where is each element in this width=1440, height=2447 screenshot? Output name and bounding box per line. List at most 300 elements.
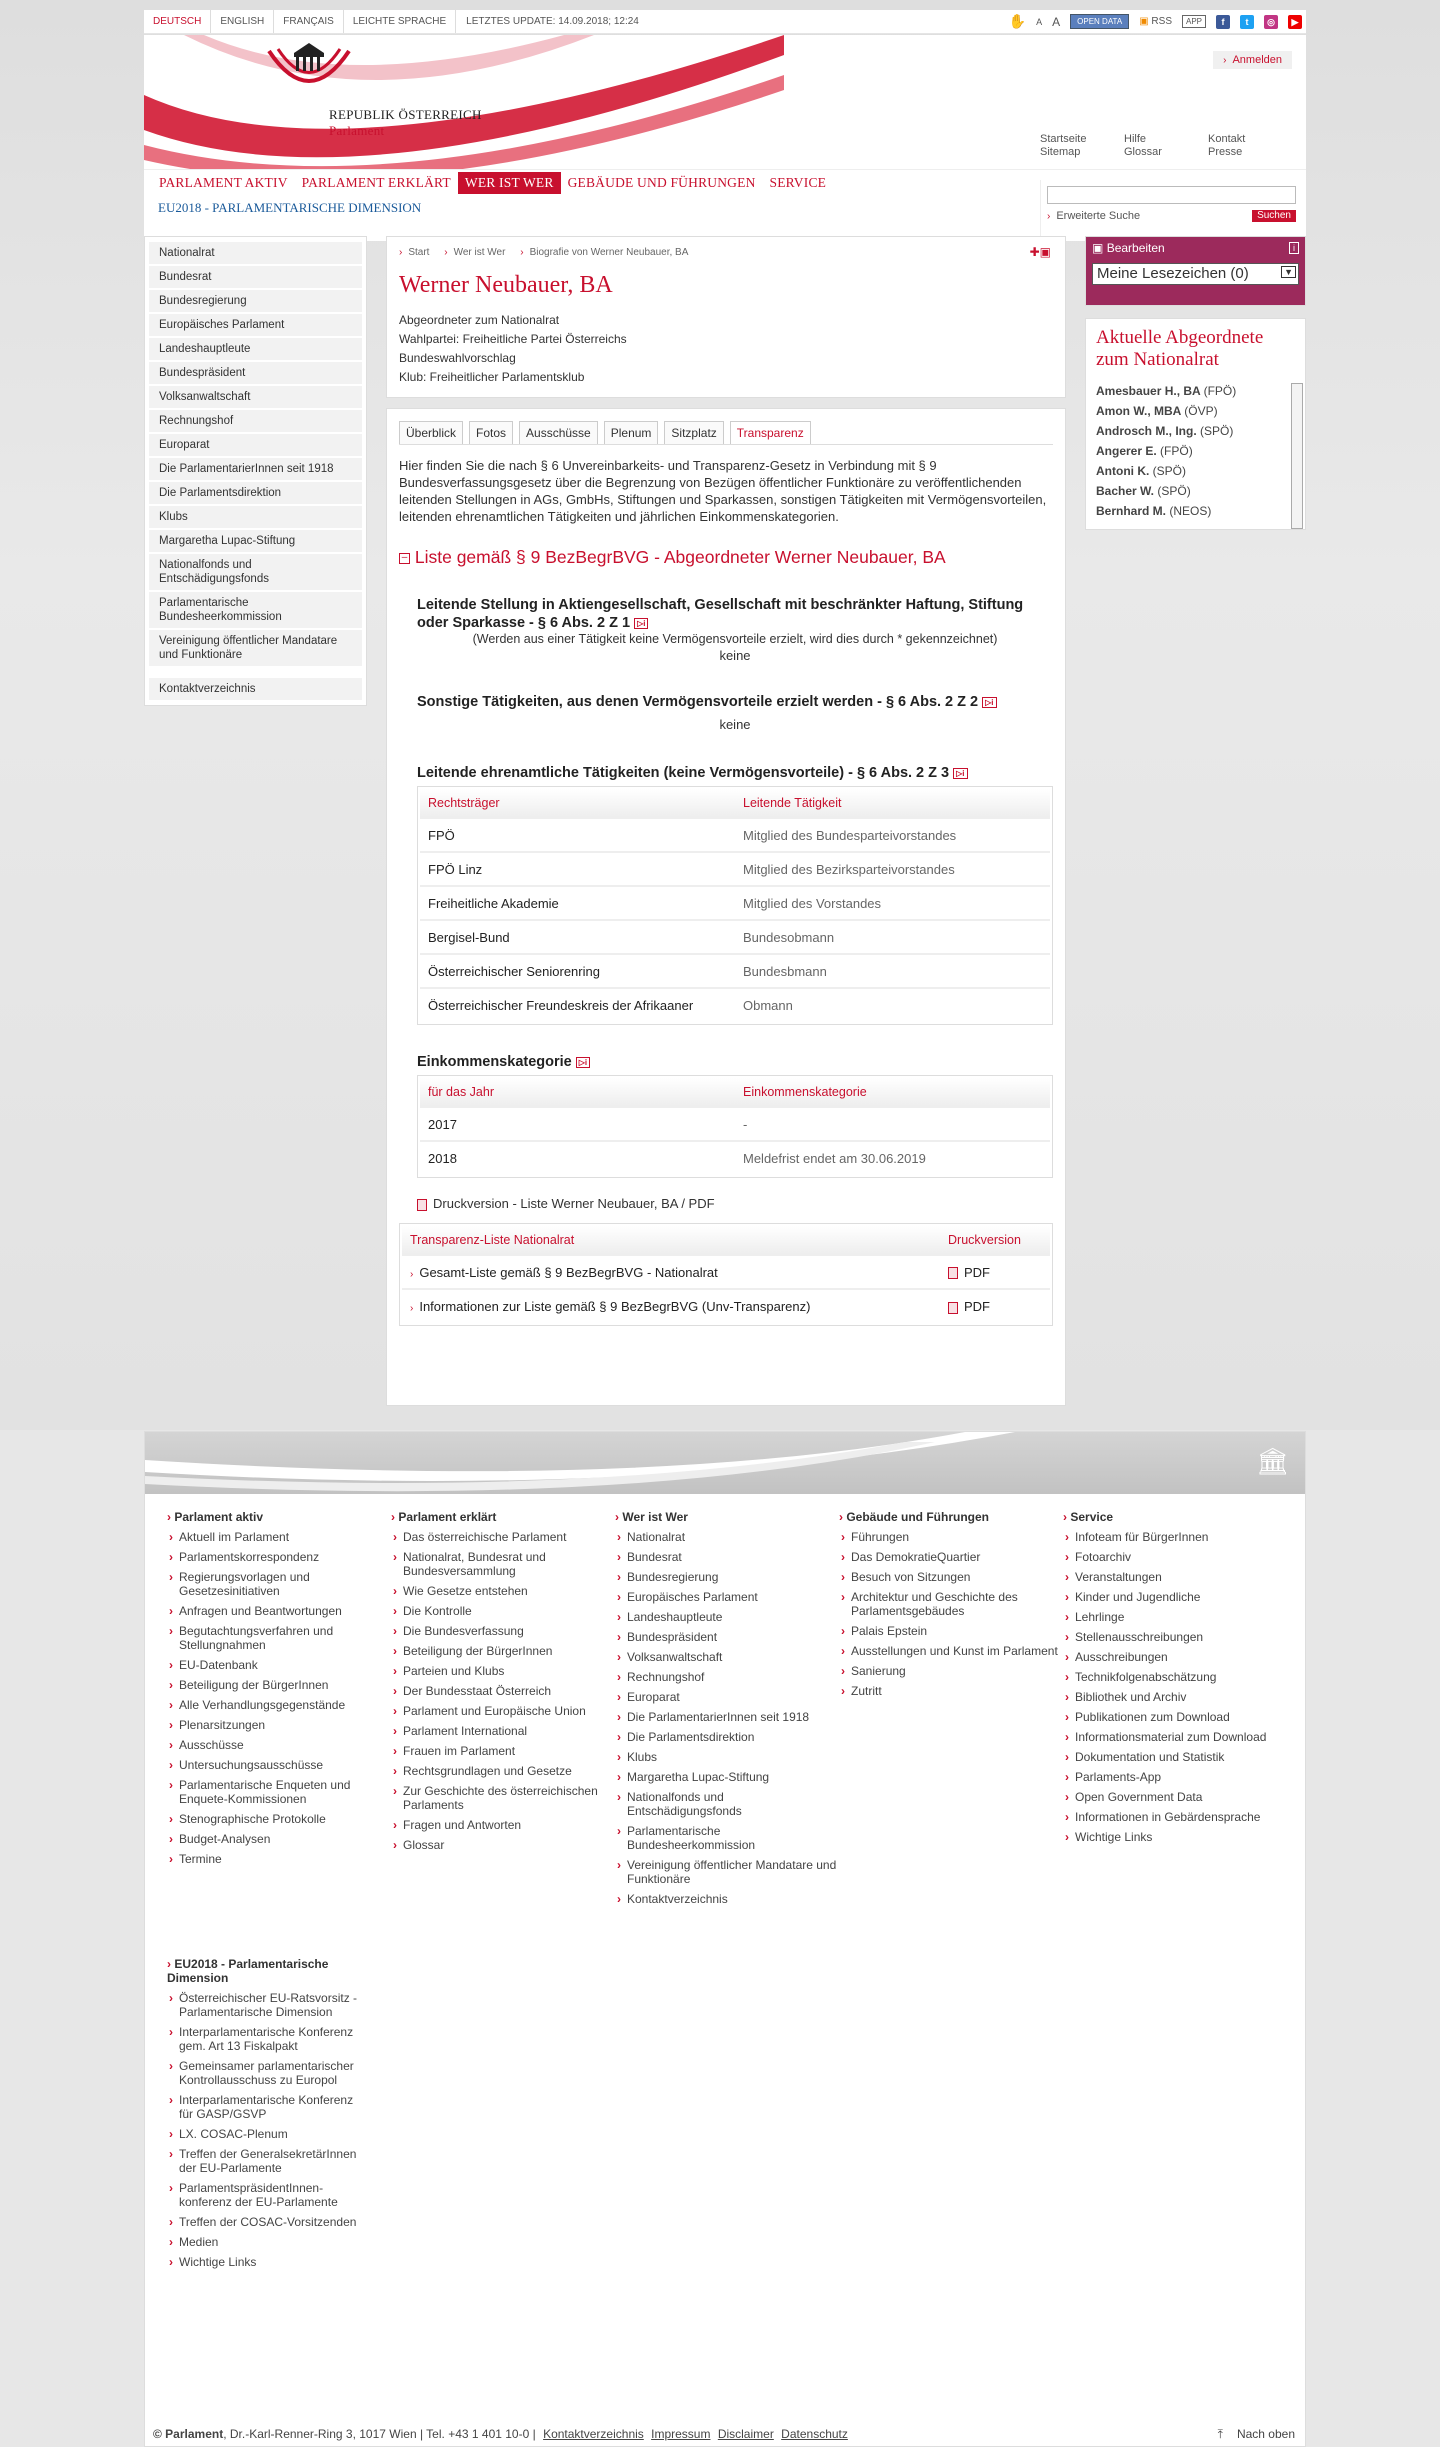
footer-link[interactable]: › Die Bundesverfassung (391, 1624, 615, 1638)
footer-link[interactable]: › Parlament International (391, 1724, 615, 1738)
info-icon[interactable]: ▷i (634, 618, 648, 629)
section-3-title: Leitende ehrenamtliche Tätigkeiten (keine Vermögensvorteile) - § 6 Abs. 2 Z 3 (417, 765, 950, 781)
breadcrumb-start-label: Start (408, 247, 430, 258)
profile-party: Wahlpartei: Freiheitliche Partei Österreichs (399, 332, 627, 346)
quick-link-hilfe[interactable]: Hilfe (1124, 133, 1147, 145)
parlament-label: Parlament (329, 123, 385, 138)
pdf-label: PDF (964, 1264, 990, 1280)
list-item[interactable] (1096, 461, 1295, 481)
login-label: Anmelden (1232, 54, 1282, 66)
sidebar-item-nationalfonds[interactable]: Nationalfonds und Entschädigungsfonds (149, 554, 362, 590)
footer-link[interactable]: › Parlaments-App (1063, 1770, 1287, 1784)
sidebar-item-rechnungshof[interactable]: Rechnungshof (149, 410, 362, 432)
list-item[interactable] (1096, 421, 1295, 441)
footer-link[interactable]: › Sanierung (839, 1664, 1063, 1678)
footer-link[interactable]: › Führungen (839, 1530, 1063, 1544)
liste-title: Liste gemäß § 9 BezBegrBVG - Abgeordneter Werner Neubauer, BA (414, 547, 946, 567)
sidebar (144, 236, 367, 706)
parliament-building-icon: 🏛 (1255, 1446, 1289, 1476)
info-icon[interactable]: ▷i (576, 1057, 590, 1068)
footer-col-title[interactable]: › Parlament erklärt (391, 1510, 615, 1524)
sidebar-item-lupac-stiftung[interactable]: Margaretha Lupac-Stiftung (149, 530, 362, 552)
cell: Meldefrist endet am 30.06.2019 (735, 1141, 1050, 1175)
address: , Dr.-Karl-Renner-Ring 3, 1017 Wien | Tel. +43 1 401 10-0 | (223, 2427, 536, 2441)
lang-english[interactable]: ENGLISH (211, 10, 274, 33)
table-row (420, 954, 1050, 988)
pdf-link[interactable] (940, 1255, 1050, 1289)
footer-link[interactable]: › Open Government Data (1063, 1790, 1287, 1804)
breadcrumb-current-label: Biografie von Werner Neubauer, BA (529, 247, 689, 258)
footer-link[interactable]: › Parlamentskorrespondenz (167, 1550, 391, 1564)
footer-link[interactable]: › Bundesrat (615, 1550, 839, 1564)
footer-col-title[interactable]: › Gebäude und Führungen (839, 1510, 1063, 1524)
footer-link[interactable]: › Interparlamentarische Konferenz gem. Art 13 Fiskalpakt (167, 2025, 367, 2053)
section-einkommen (399, 1053, 1053, 1211)
cell: Österreichischer Seniorenring (420, 954, 735, 988)
cell: FPÖ (420, 818, 735, 852)
footer-col-title[interactable]: › EU2018 - Parlamentarische Dimension (167, 1957, 367, 1985)
list-item[interactable] (1096, 441, 1295, 461)
footer-link[interactable]: › Bundespräsident (615, 1630, 839, 1644)
language-switcher (144, 10, 456, 33)
bearbeiten-label (1092, 241, 1165, 255)
open-data-button[interactable]: OPEN DATA (1070, 14, 1129, 29)
footer-col (391, 1510, 615, 1912)
footer-link[interactable]: › Interparlamentarische Konferenz für GASP/GSVP (167, 2093, 367, 2121)
advanced-search-label: Erweiterte Suche (1056, 210, 1141, 222)
nav-parlament-erklaert[interactable]: PARLAMENT ERKLÄRT (301, 175, 451, 190)
footer-link[interactable]: › Österreichischer EU-Ratsvorsitz - Parlamentarische Dimension (167, 1991, 367, 2019)
footer-link-impressum[interactable]: Impressum (651, 2427, 711, 2441)
footer-link[interactable]: › Informationsmaterial zum Download (1063, 1730, 1287, 1744)
cell: - (735, 1107, 1050, 1141)
table-row (420, 1107, 1050, 1141)
tab-ausschuesse[interactable]: Ausschüsse (519, 421, 598, 444)
sign-language-icon[interactable]: ✋ (1008, 13, 1027, 29)
col-rechtstraeger: Rechtsträger (420, 789, 735, 818)
abg-name: Bernhard M. (1096, 504, 1167, 518)
footer-link[interactable]: › Die Kontrolle (391, 1604, 615, 1618)
footer-link[interactable]: › Margaretha Lupac-Stiftung (615, 1770, 839, 1784)
tab-sitzplatz[interactable]: Sitzplatz (664, 421, 723, 444)
cell: Mitglied des Bezirksparteivorstandes (735, 852, 1050, 886)
cell: Mitglied des Vorstandes (735, 886, 1050, 920)
cell: Österreichischer Freundeskreis der Afrikaaner (420, 988, 735, 1022)
sidebar-item-vereinigung[interactable]: Vereinigung öffentlicher Mandatare und Funktionäre (149, 630, 362, 666)
footer-col-title[interactable]: › Service (1063, 1510, 1287, 1524)
abg-party: (SPÖ) (1152, 464, 1187, 478)
col-liste: Transparenz-Liste Nationalrat (402, 1226, 940, 1255)
footer-link[interactable]: › Das österreichische Parlament (391, 1530, 615, 1544)
chevron-right-icon: › (520, 247, 524, 258)
table-row (420, 1141, 1050, 1175)
arrow-up-icon: ⤒ (1217, 2427, 1223, 2441)
section-2-value: keine (719, 717, 751, 732)
table-row (402, 1255, 1050, 1289)
footer-col-title[interactable]: › Parlament aktiv (167, 1510, 391, 1524)
nav-gebaeude-fuehrungen[interactable]: GEBÄUDE UND FÜHRUNGEN (567, 175, 756, 190)
footer-link[interactable]: › Aktuell im Parlament (167, 1530, 391, 1544)
app-button[interactable]: APP (1182, 15, 1206, 28)
footer-link[interactable]: › Infoteam für BürgerInnen (1063, 1530, 1287, 1544)
sidebar-item-parlamentsdirektion[interactable]: Die Parlamentsdirektion (149, 482, 362, 504)
nav-wer-ist-wer[interactable]: WER IST WER (458, 172, 561, 194)
footer-link[interactable]: › Glossar (391, 1838, 615, 1852)
footer-columns (167, 1510, 1287, 1912)
chevron-right-icon: › (1047, 211, 1051, 222)
main-navigation (144, 169, 1306, 241)
sidebar-item-parlamentarierinnen[interactable]: Die ParlamentarierInnen seit 1918 (149, 458, 362, 480)
profile-klub: Klub: Freiheitlicher Parlamentsklub (399, 370, 585, 384)
footer-link[interactable]: › Informationen in Gebärdensprache (1063, 1810, 1287, 1824)
profile-role: Abgeordneter zum Nationalrat (399, 313, 560, 327)
footer-link[interactable]: › Der Bundesstaat Österreich (391, 1684, 615, 1698)
font-large-button[interactable]: A (1052, 14, 1061, 29)
republik-label: REPUBLIK ÖSTERREICH (329, 107, 482, 122)
footer-link[interactable]: › Beteiligung der BürgerInnen (391, 1644, 615, 1658)
footer-link[interactable]: › Alle Verhandlungsgegenstände (167, 1698, 391, 1712)
profile-info (399, 311, 1053, 387)
footer-link[interactable]: › Die Parlamentsdirektion (615, 1730, 839, 1744)
footer-link[interactable]: › Ausschüsse (167, 1738, 391, 1752)
footer-link[interactable]: › Das DemokratieQuartier (839, 1550, 1063, 1564)
footer-link[interactable]: › Rechnungshof (615, 1670, 839, 1684)
abg-name: Amon W., MBA (1096, 404, 1181, 418)
footer-link[interactable]: › Rechtsgrundlagen und Gesetze (391, 1764, 615, 1778)
nav-parlament-aktiv[interactable]: PARLAMENT AKTIV (159, 175, 288, 190)
footer-link[interactable]: › Stenographische Protokolle (167, 1812, 391, 1826)
abg-party: (FPÖ) (1160, 444, 1193, 458)
abg-name: Bacher W. (1096, 484, 1155, 498)
advanced-search-link[interactable] (1047, 210, 1140, 222)
footer-link[interactable]: › Europarat (615, 1690, 839, 1704)
section-1-title: Leitende Stellung in Aktiengesellschaft, Gesellschaft mit beschränkter Haftung, Stiftung oder Sparkasse - § 6 Abs. 2 Z 1 (417, 597, 1024, 631)
footer-link[interactable]: › Palais Epstein (839, 1624, 1063, 1638)
ehrenamt-table (417, 786, 1053, 1025)
table-row (402, 1289, 1050, 1323)
cell: Obmann (735, 988, 1050, 1022)
footer-col (1063, 1510, 1287, 1912)
footer-link[interactable]: › Begutachtungsverfahren und Stellungnahmen (167, 1624, 391, 1652)
bookmark-add-icon[interactable]: ✚▣ (1029, 245, 1051, 259)
cell: FPÖ Linz (420, 852, 735, 886)
tab-transparenz[interactable]: Transparenz (730, 421, 811, 444)
list-item[interactable] (1096, 401, 1295, 421)
search-box (1040, 180, 1302, 236)
back-to-top-label: Nach oben (1236, 2427, 1295, 2441)
profile-wahlvorschlag: Bundeswahlvorschlag (399, 351, 516, 365)
footer-link-disclaimer[interactable]: Disclaimer (717, 2427, 774, 2441)
info-icon[interactable]: i (1289, 242, 1299, 254)
pdf-icon (948, 1302, 958, 1314)
pdf-icon (948, 1267, 958, 1279)
section-4-title: Einkommenskategorie (417, 1054, 572, 1070)
info-liste-link[interactable] (402, 1289, 940, 1323)
footer-link[interactable]: › Ausschreibungen (1063, 1650, 1287, 1664)
last-update: LETZTES UPDATE: 14.09.2018; 12:24 (466, 16, 639, 27)
sidebar-item-bundesregierung[interactable]: Bundesregierung (149, 290, 362, 312)
cell: 2018 (420, 1141, 735, 1175)
footer-link[interactable]: › Beteiligung der BürgerInnen (167, 1678, 391, 1692)
footer-link[interactable]: › Nationalrat (615, 1530, 839, 1544)
footer-link[interactable]: › Frauen im Parlament (391, 1744, 615, 1758)
cell: 2017 (420, 1107, 735, 1141)
main-nav-bar (152, 172, 833, 194)
abg-name: Androsch M., Ing. (1096, 424, 1197, 438)
abgeordnete-list (1096, 381, 1295, 521)
rss-link[interactable] (1139, 16, 1172, 27)
facebook-icon[interactable]: f (1216, 15, 1230, 29)
transparenz-liste-table (399, 1223, 1053, 1326)
footer-col (839, 1510, 1063, 1912)
parliament-logo-icon[interactable] (264, 41, 354, 97)
footer-link[interactable]: › Termine (167, 1852, 391, 1866)
footer-link[interactable]: › Kinder und Jugendliche (1063, 1590, 1287, 1604)
print-label: Druckversion - Liste Werner Neubauer, BA / PDF (433, 1196, 715, 1211)
footer-link[interactable]: › Wichtige Links (1063, 1830, 1287, 1844)
footer-link[interactable]: › Vereinigung öffentlicher Mandatare und Funktionäre (615, 1858, 839, 1886)
collapse-icon[interactable]: – (399, 553, 410, 564)
lesezeichen-value: Meine Lesezeichen (0) (1097, 265, 1249, 282)
footer-link[interactable]: › Stellenausschreibungen (1063, 1630, 1287, 1644)
lang-leichte-sprache[interactable]: LEICHTE SPRACHE (344, 10, 456, 33)
lang-deutsch[interactable]: DEUTSCH (144, 10, 211, 33)
info-icon[interactable]: ▷i (982, 697, 996, 708)
abg-party: (FPÖ) (1203, 384, 1237, 398)
section-2-title: Sonstige Tätigkeiten, aus denen Vermögensvorteile erzielt werden - § 6 Abs. 2 Z 2 (417, 694, 979, 710)
liste-heading[interactable] (399, 547, 1053, 568)
footer-link[interactable]: › Bundesregierung (615, 1570, 839, 1584)
footer-link-kontaktverzeichnis[interactable]: Kontaktverzeichnis (543, 2427, 644, 2441)
footer-link[interactable]: › Die ParlamentarierInnen seit 1918 (615, 1710, 839, 1724)
footer-link[interactable]: › Fotoarchiv (1063, 1550, 1287, 1564)
footer-link[interactable]: › Parlament und Europäische Union (391, 1704, 615, 1718)
footer-link[interactable]: › Zutritt (839, 1684, 1063, 1698)
footer-link[interactable]: › Parlamentarische Bundesheerkommission (615, 1824, 839, 1852)
chevron-right-icon: › (1223, 55, 1227, 66)
footer-link[interactable]: › Anfragen und Beantwortungen (167, 1604, 391, 1618)
nav-eu2018[interactable]: EU2018 - PARLAMENTARISCHE DIMENSION (158, 200, 422, 215)
footer-link[interactable]: › Fragen und Antworten (391, 1818, 615, 1832)
lang-francais[interactable]: FRANÇAIS (274, 10, 344, 33)
footer-link[interactable]: › Budget-Analysen (167, 1832, 391, 1846)
abg-name: Angerer E. (1096, 444, 1157, 458)
tab-ueberblick[interactable]: Überblick (399, 421, 463, 444)
sidebar-item-europarat[interactable]: Europarat (149, 434, 362, 456)
top-bar (144, 10, 1306, 34)
quick-links (1040, 133, 1292, 158)
footer-contact (153, 2427, 848, 2442)
abg-party: (SPÖ) (1157, 484, 1191, 498)
footer-link[interactable]: › Treffen der COSAC-Vorsitzenden (167, 2215, 367, 2229)
list-item[interactable] (1096, 481, 1295, 501)
footer-link[interactable]: › Lehrlinge (1063, 1610, 1287, 1624)
footer-link[interactable]: › Bibliothek und Archiv (1063, 1690, 1287, 1704)
tab-fotos[interactable]: Fotos (469, 421, 513, 444)
breadcrumb-start[interactable] (399, 247, 435, 258)
rss-icon: ▣ (1139, 16, 1149, 27)
quick-link-glossar[interactable]: Glossar (1124, 146, 1162, 158)
footer-bottom (153, 2427, 1295, 2442)
instagram-icon[interactable]: ◎ (1264, 15, 1278, 29)
twitter-icon[interactable]: t (1240, 15, 1254, 29)
footer-link[interactable]: › Klubs (615, 1750, 839, 1764)
cell: Mitglied des Bundesparteivorstandes (735, 818, 1050, 852)
copyright: © Parlament (153, 2427, 224, 2441)
bearbeiten-text: Bearbeiten (1106, 241, 1165, 255)
pdf-link[interactable] (940, 1289, 1050, 1323)
footer-link[interactable]: › Architektur und Geschichte des Parlamentsgebäudes (839, 1590, 1063, 1618)
footer-link-datenschutz[interactable]: Datenschutz (781, 2427, 848, 2441)
footer-link[interactable]: › Nationalrat, Bundesrat und Bundesversammlung (391, 1550, 615, 1578)
header (144, 35, 1306, 169)
footer-link[interactable]: › EU-Datenbank (167, 1658, 391, 1672)
sidebar-item-nationalrat[interactable]: Nationalrat (149, 242, 362, 264)
footer-link[interactable]: › Publikationen zum Download (1063, 1710, 1287, 1724)
search-button[interactable]: Suchen (1252, 210, 1296, 222)
nav-service[interactable]: SERVICE (769, 175, 827, 190)
abg-party: (NEOS) (1169, 504, 1212, 518)
intro-text: Hier finden Sie die nach § 6 Unvereinbarkeits- und Transparenz-Gesetz in Verbindung mit § 9 Bundesverfassungsgesetz über die Begrenzung von Bezügen öffentlicher Funktionäre zu veröffentlichenden leitenden Stellungen in AGs, GmbHs, Stiftungen und Sparkassen, sonstigen Tätigkeiten mit Vermögensvorteilen, leitenden ehrenamtlichen Tätigkeiten und jährlichen Einkommenskategorien. (399, 458, 1047, 524)
font-small-button[interactable]: A (1036, 16, 1043, 27)
footer-link[interactable]: › Untersuchungsausschüsse (167, 1758, 391, 1772)
table-row (420, 818, 1050, 852)
footer-link[interactable]: › Regierungsvorlagen und Gesetzesinitiativen (167, 1570, 391, 1598)
section-1-note: (Werden aus einer Tätigkeit keine Vermögensvorteile erzielt, wird dies durch * gekennzeichnet) (472, 632, 998, 646)
logo-text[interactable] (329, 107, 482, 139)
section-ehrenamtlich (399, 764, 1053, 1025)
search-input[interactable] (1047, 186, 1296, 204)
chevron-right-icon: › (410, 1303, 414, 1314)
profile-tabs (399, 421, 1053, 445)
abg-name: Antoni K. (1096, 464, 1150, 478)
footer-link[interactable]: › Landeshauptleute (615, 1610, 839, 1624)
cell: Bundesbmann (735, 954, 1050, 988)
sidebar-item-landeshauptleute[interactable]: Landeshauptleute (149, 338, 362, 360)
page-title: Werner Neubauer, BA (399, 272, 613, 298)
gesamt-liste-label: Gesamt-Liste gemäß § 9 BezBegrBVG - Nationalrat (419, 1264, 718, 1280)
col-kategorie: Einkommenskategorie (735, 1078, 1050, 1107)
pdf-label: PDF (964, 1299, 990, 1314)
footer-link[interactable]: › Kontaktverzeichnis (615, 1892, 839, 1906)
table-row (420, 852, 1050, 886)
profile-card (386, 236, 1066, 398)
quick-link-startseite[interactable]: Startseite (1040, 133, 1087, 145)
logo-swoosh (144, 35, 784, 169)
col-taetigkeit: Leitende Tätigkeit (735, 789, 1050, 818)
einkommen-table (417, 1075, 1053, 1178)
footer-link[interactable]: › Besuch von Sitzungen (839, 1570, 1063, 1584)
footer-swoosh (145, 1432, 1305, 1494)
footer-link[interactable]: › ParlamentspräsidentInnen-konferenz der EU-Parlamente (167, 2181, 367, 2209)
breadcrumb-wer-ist-wer[interactable] (444, 247, 511, 258)
abg-party: (ÖVP) (1184, 404, 1218, 418)
section-1-value: keine (719, 648, 751, 663)
list-item[interactable] (1096, 501, 1295, 521)
footer-link[interactable]: › Plenarsitzungen (167, 1718, 391, 1732)
footer-link[interactable]: › Veranstaltungen (1063, 1570, 1287, 1584)
footer-col-title[interactable]: › Wer ist Wer (615, 1510, 839, 1524)
table-row (420, 920, 1050, 954)
sidebar-item-klubs[interactable]: Klubs (149, 506, 362, 528)
info-icon[interactable]: ▷i (953, 768, 967, 779)
breadcrumb-wer-ist-wer-label: Wer ist Wer (453, 247, 506, 258)
breadcrumb-current (520, 247, 694, 258)
abg-name: Amesbauer H., BA (1096, 384, 1201, 398)
footer-link[interactable]: › Volksanwaltschaft (615, 1650, 839, 1664)
table-row (420, 988, 1050, 1022)
footer (144, 1431, 1306, 2447)
main-content (386, 408, 1066, 1406)
cell: Bergisel-Bund (420, 920, 735, 954)
footer-col-eu (167, 1957, 367, 2275)
col-druckversion: Druckversion (940, 1226, 1050, 1255)
breadcrumb (399, 247, 1053, 258)
abgeordnete-title: Aktuelle Abgeordnete zum Nationalrat (1096, 327, 1264, 370)
quick-link-presse[interactable]: Presse (1208, 146, 1243, 158)
footer-link[interactable]: › Wichtige Links (167, 2255, 367, 2269)
gesamt-liste-link[interactable] (402, 1255, 940, 1289)
footer-link[interactable]: › LX. COSAC-Plenum (167, 2127, 367, 2141)
footer-link[interactable]: › Nationalfonds und Entschädigungsfonds (615, 1790, 839, 1818)
cell: Freiheitliche Akademie (420, 886, 735, 920)
sidebar-item-volksanwaltschaft[interactable]: Volksanwaltschaft (149, 386, 362, 408)
sidebar-item-kontaktverzeichnis[interactable]: Kontaktverzeichnis (149, 678, 362, 700)
footer-banner (145, 1432, 1305, 1494)
login-button[interactable] (1213, 51, 1292, 69)
footer-link[interactable]: › Wie Gesetze entstehen (391, 1584, 615, 1598)
footer-link[interactable]: › Gemeinsamer parlamentarischer Kontrollausschuss zu Europol (167, 2059, 367, 2087)
info-liste-label: Informationen zur Liste gemäß § 9 BezBegrBVG (Unv-Transparenz) (419, 1299, 811, 1314)
list-item[interactable] (1096, 381, 1295, 401)
quick-link-kontakt[interactable]: Kontakt (1208, 133, 1246, 145)
quick-link-sitemap[interactable]: Sitemap (1040, 146, 1081, 158)
lesezeichen-select[interactable] (1092, 263, 1299, 285)
abgeordnete-scrollbar[interactable] (1291, 383, 1303, 529)
footer-link[interactable]: › Treffen der GeneralsekretärInnen der EU-Parlamente (167, 2147, 367, 2175)
chevron-right-icon: › (410, 1268, 414, 1280)
abg-party: (SPÖ) (1200, 424, 1234, 438)
cell: Bundesobmann (735, 920, 1050, 954)
footer-link[interactable]: › Ausstellungen und Kunst im Parlament (839, 1644, 1063, 1658)
back-to-top-link[interactable] (1218, 2427, 1295, 2442)
col-jahr: für das Jahr (420, 1078, 735, 1107)
bookmark-icon: ▣ (1092, 241, 1104, 255)
sidebar-item-europaeisches-parlament[interactable]: Europäisches Parlament (149, 314, 362, 336)
footer-link[interactable]: › Medien (167, 2235, 367, 2249)
chevron-right-icon: › (399, 247, 403, 258)
footer-link[interactable]: › Technikfolgenabschätzung (1063, 1670, 1287, 1684)
footer-link[interactable]: › Zur Geschichte des österreichischen Parlaments (391, 1784, 615, 1812)
sidebar-item-bundespraesident[interactable]: Bundespräsident (149, 362, 362, 384)
table-row (420, 886, 1050, 920)
footer-link[interactable]: › Parlamentarische Enqueten und Enquete-Kommissionen (167, 1778, 391, 1806)
section-leitende-stellung (399, 596, 1053, 663)
footer-link[interactable]: › Europäisches Parlament (615, 1590, 839, 1604)
chevron-right-icon: › (444, 247, 448, 258)
chevron-down-icon: ▼ (1281, 266, 1296, 278)
footer-link[interactable]: › Parteien und Klubs (391, 1664, 615, 1678)
bearbeiten-panel (1085, 236, 1306, 306)
sidebar-item-bundesheerkommission[interactable]: Parlamentarische Bundesheerkommission (149, 592, 362, 628)
sidebar-item-bundesrat[interactable]: Bundesrat (149, 266, 362, 288)
top-tools (1009, 13, 1306, 30)
youtube-icon[interactable]: ▶ (1288, 15, 1302, 29)
tab-plenum[interactable]: Plenum (604, 421, 659, 444)
footer-link[interactable]: › Dokumentation und Statistik (1063, 1750, 1287, 1764)
print-link[interactable] (417, 1196, 1053, 1211)
footer-col (167, 1510, 391, 1912)
